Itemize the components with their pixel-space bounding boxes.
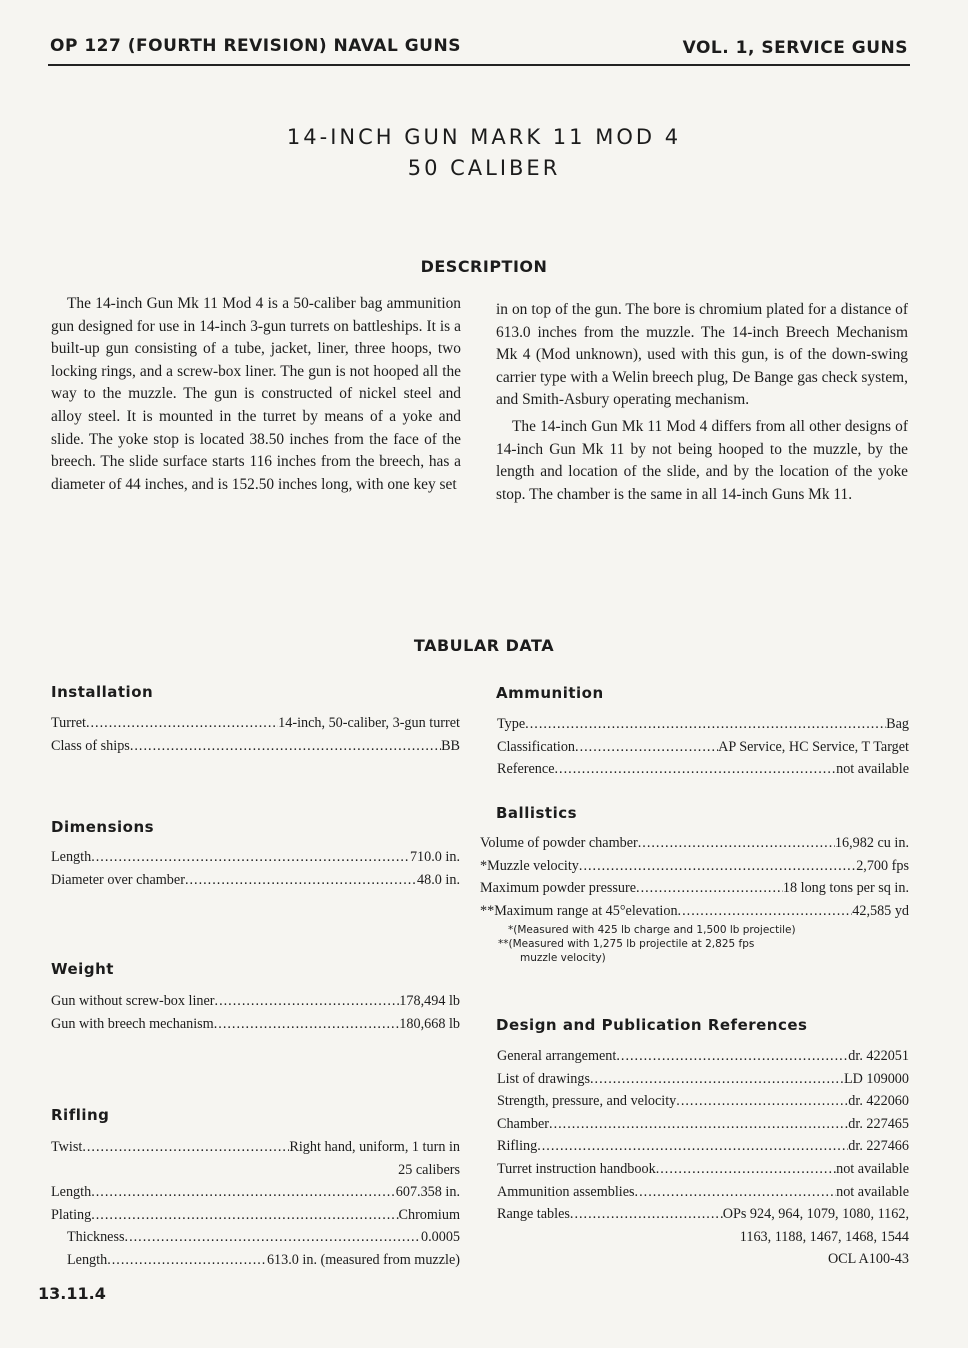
- dot-leader: [125, 1226, 421, 1249]
- dimensions-title: Dimensions: [51, 818, 155, 836]
- row-value: dr. 422060: [848, 1093, 909, 1110]
- dot-leader: [91, 1181, 396, 1204]
- installation-title: Installation: [51, 683, 154, 701]
- row-label: Twist: [51, 1139, 83, 1155]
- row-label: Diameter over chamber: [51, 871, 185, 888]
- table-row: [51, 869, 460, 892]
- row-label: Length: [67, 1251, 108, 1268]
- table-row: [497, 713, 909, 736]
- table-row: [51, 1249, 460, 1272]
- row-value: 613.0 in. (measured from muzzle): [266, 1251, 460, 1268]
- row-value: 16,982 cu in.: [834, 835, 909, 851]
- footnote-1: *(Measured with 425 lb charge and 1,500 lb projectile): [508, 924, 796, 936]
- row-label: Ammunition assemblies: [497, 1183, 635, 1200]
- row-label: Plating: [51, 1206, 92, 1223]
- dot-leader: [579, 855, 856, 878]
- dot-leader: [656, 1158, 836, 1181]
- dot-leader: [91, 1204, 398, 1227]
- row-value: 18 long tons per sq in.: [782, 880, 909, 897]
- title-line-1: 14-INCH GUN MARK 11 MOD 4: [286, 125, 682, 149]
- row-label: Turret instruction handbook: [497, 1160, 656, 1177]
- row-label: **Maximum range at 45°elevation: [480, 902, 678, 919]
- references-title: Design and Publication References: [496, 1016, 808, 1034]
- dot-leader: [635, 1181, 837, 1204]
- table-row: [480, 855, 909, 878]
- ballistics-footnotes: [498, 923, 898, 965]
- description-paragraph-2: The 14-inch Gun Mk 11 Mod 4 differs from all other designs of 14-inch Gun Mk 11 by not being hooped to the muzzle, by the length and location of the slide, and by the location of the yoke stop. The chamber is the same in all 14-inch Guns Mk 11.: [496, 417, 908, 503]
- installation-table: [51, 712, 460, 757]
- table-row: [497, 1248, 909, 1271]
- dot-leader: [86, 712, 278, 735]
- footnote-2-continued: muzzle velocity): [520, 952, 606, 964]
- row-value: 710.0 in.: [409, 849, 460, 865]
- row-value: not available: [836, 1160, 909, 1177]
- row-value: 178,494 lb: [399, 993, 460, 1009]
- table-row: [51, 990, 460, 1013]
- dot-leader: [82, 1136, 289, 1159]
- row-label: Rifling: [497, 1138, 538, 1155]
- row-label: Maximum powder pressure: [480, 880, 637, 897]
- table-row: [480, 832, 909, 855]
- table-row: [497, 1045, 909, 1068]
- references-table: [497, 1045, 909, 1271]
- table-row: [51, 1159, 460, 1182]
- row-value: LD 109000: [843, 1070, 909, 1087]
- page-number: 13.11.4: [38, 1284, 106, 1303]
- table-row: [497, 758, 909, 781]
- description-left-column: [51, 293, 461, 496]
- dot-leader: [616, 1045, 848, 1068]
- row-label: Length: [51, 1184, 92, 1201]
- table-row: [51, 1136, 460, 1159]
- row-value: BB: [441, 737, 460, 754]
- row-label: Range tables: [497, 1206, 570, 1223]
- dot-leader: [214, 1013, 400, 1036]
- table-row: [497, 1181, 909, 1204]
- row-value: Chromium: [398, 1206, 460, 1223]
- table-row: [497, 1090, 909, 1113]
- row-value: not available: [836, 1183, 909, 1200]
- dot-leader: [130, 735, 441, 758]
- table-row: [497, 1203, 909, 1226]
- dot-leader: [590, 1068, 844, 1091]
- row-label: Chamber: [497, 1115, 550, 1132]
- table-row: [51, 712, 460, 735]
- row-label: Volume of powder chamber: [480, 835, 638, 851]
- dot-leader: [555, 758, 837, 781]
- dot-leader: [638, 832, 835, 855]
- row-value: dr. 227466: [848, 1138, 909, 1155]
- row-value: Right hand, uniform, 1 turn in: [289, 1139, 460, 1155]
- row-value: 14-inch, 50-caliber, 3-gun turret: [278, 715, 460, 731]
- table-row: [497, 1068, 909, 1091]
- table-row: [51, 846, 460, 869]
- row-label: Class of ships: [51, 737, 130, 754]
- table-row: [51, 735, 460, 758]
- row-value: 2,700 fps: [856, 857, 909, 874]
- dot-leader: [570, 1203, 723, 1226]
- dot-leader: [676, 1090, 848, 1113]
- table-row: [51, 1181, 460, 1204]
- dot-leader: [525, 713, 886, 736]
- running-header-right: VOL. 1, SERVICE GUNS: [682, 38, 908, 58]
- ammunition-table: [497, 713, 909, 781]
- row-value: Bag: [886, 716, 909, 732]
- table-row: [51, 1226, 460, 1249]
- title-line-2: 50 CALIBER: [407, 156, 561, 180]
- table-row: [497, 1158, 909, 1181]
- rifling-table: [51, 1136, 460, 1272]
- row-label: Strength, pressure, and velocity: [497, 1093, 677, 1110]
- dot-leader: [575, 736, 718, 759]
- table-row: [51, 1204, 460, 1227]
- row-value: dr. 422051: [848, 1048, 909, 1064]
- row-value: OPs 924, 964, 1079, 1080, 1162,: [722, 1206, 909, 1223]
- dot-leader: [537, 1135, 848, 1158]
- table-row: [497, 1135, 909, 1158]
- row-value: OCL A100-43: [827, 1251, 909, 1268]
- row-value: 180,668 lb: [399, 1015, 460, 1032]
- weight-table: [51, 990, 460, 1035]
- description-right-column: [496, 299, 908, 506]
- description-paragraph-1: The 14-inch Gun Mk 11 Mod 4 is a 50-caliber bag ammunition gun designed for use in 14-inch 3-gun turrets on battleships. It is a built-up gun consisting of a tube, jacket, liner, three hoops, two locking rings, and a screw-box liner. The gun is not hooped all the way to the muzzle. The gun is constructed of nickel steel and alloy steel. It is mounted in the turret by means of a yoke and slide. The yoke stop is located 38.50 inches from the face of the breech. The slide surface starts 116 inches from the breech, has a diameter of 44 inches, and is 152.50 inches long, with one key set: [51, 295, 461, 493]
- running-header-left: OP 127 (FOURTH REVISION) NAVAL GUNS: [50, 36, 461, 56]
- row-value: not available: [836, 761, 909, 778]
- row-value: AP Service, HC Service, T Target: [718, 738, 909, 755]
- row-label: Classification: [497, 738, 576, 755]
- row-value: 48.0 in.: [417, 871, 460, 888]
- row-label: Type: [497, 716, 526, 732]
- footnote-2: **(Measured with 1,275 lb projectile at 2,825 fps: [498, 938, 755, 950]
- dot-leader: [215, 990, 400, 1013]
- rifling-title: Rifling: [51, 1106, 110, 1124]
- table-row: [480, 900, 909, 923]
- header-divider: [48, 64, 910, 66]
- row-value: 42,585 yd: [852, 902, 909, 919]
- ballistics-title: Ballistics: [496, 804, 578, 822]
- row-label: List of drawings: [497, 1070, 590, 1087]
- row-value: 25 calibers: [398, 1161, 460, 1178]
- row-label: Gun without screw-box liner: [51, 993, 215, 1009]
- dot-leader: [185, 869, 417, 892]
- page-title: [0, 122, 968, 184]
- table-row: [497, 1226, 909, 1249]
- ballistics-table: [480, 832, 909, 922]
- table-row: [497, 1113, 909, 1136]
- row-label: Length: [51, 849, 92, 865]
- row-value: 1163, 1188, 1467, 1468, 1544: [739, 1228, 909, 1245]
- ammunition-title: Ammunition: [496, 684, 604, 702]
- description-heading: DESCRIPTION: [420, 257, 548, 276]
- row-label: *Muzzle velocity: [480, 857, 579, 874]
- table-row: [480, 877, 909, 900]
- description-paragraph-1-continued: in on top of the gun. The bore is chromium plated for a distance of 613.0 inches from the muzzle. The 14-inch Breech Mechanism Mk 4 (Mod unknown), used with this gun, is of the down-swing carrier type with a Welin breech plug, De Bange gas check system, and Smith-Asbury operating mechanism.: [496, 301, 908, 409]
- row-label: General arrangement: [497, 1048, 617, 1064]
- dot-leader: [107, 1249, 267, 1272]
- row-value: dr. 227465: [848, 1115, 909, 1132]
- dot-leader: [91, 846, 410, 869]
- row-value: 0.0005: [420, 1229, 460, 1246]
- table-row: [51, 1013, 460, 1036]
- dot-leader: [549, 1113, 848, 1136]
- weight-title: Weight: [51, 960, 114, 978]
- table-row: [497, 736, 909, 759]
- dimensions-table: [51, 846, 460, 891]
- row-label: Gun with breech mechanism: [51, 1015, 214, 1032]
- tabular-data-heading: TABULAR DATA: [413, 636, 555, 655]
- row-label: Reference: [497, 761, 555, 778]
- row-label: Turret: [51, 715, 86, 731]
- dot-leader: [678, 900, 853, 923]
- row-value: 607.358 in.: [395, 1184, 460, 1201]
- dot-leader: [636, 877, 783, 900]
- row-label: Thickness: [67, 1229, 125, 1246]
